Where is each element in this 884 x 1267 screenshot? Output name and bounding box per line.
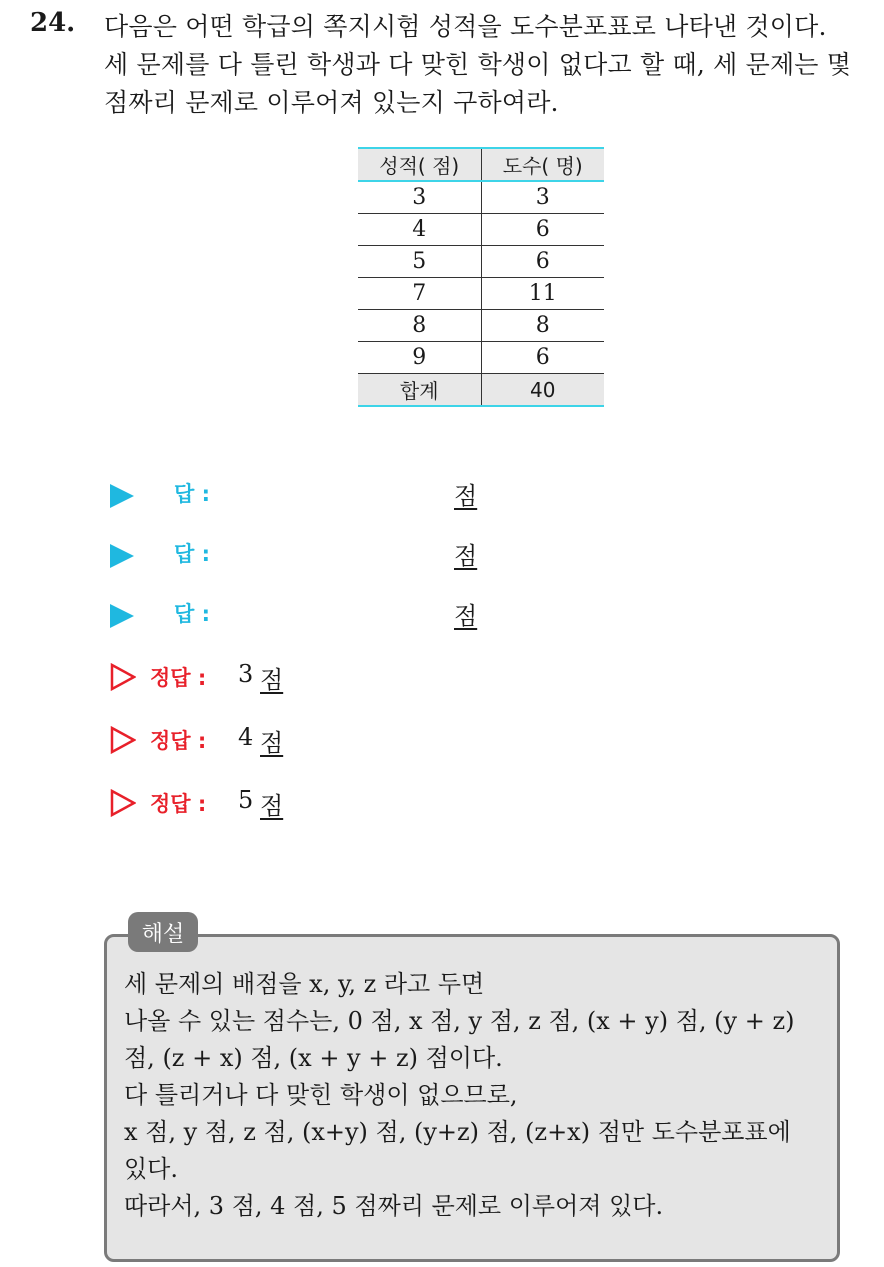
question-line: 세 문제를 다 틀린 학생과 다 맞힌 학생이 없다고 할 때, 세 문제는 몇 <box>104 50 852 79</box>
explanation-line: 세 문제의 배점을 x, y, z 라고 두면 <box>124 970 485 998</box>
explanation-line: 있다. <box>124 1155 178 1183</box>
explanation-line: x 점, y 점, z 점, (x+y) 점, (y+z) 점, (z+x) 점만 도수분포표에 <box>124 1118 791 1146</box>
header-score: 성적( 점) <box>358 148 481 181</box>
cell-score: 7 <box>358 278 481 310</box>
cell-frequency: 8 <box>481 310 604 342</box>
cell-score: 4 <box>358 214 481 246</box>
solution-value: 5 <box>238 786 254 814</box>
cell-score: 5 <box>358 246 481 278</box>
cell-frequency: 11 <box>481 278 604 310</box>
solution-value: 3 <box>238 660 254 688</box>
cell-frequency: 6 <box>481 246 604 278</box>
answer-label: 답 : <box>174 542 210 566</box>
solution-label: 정답 : <box>150 729 207 753</box>
frequency-table <box>358 147 604 407</box>
triangle-outline-icon <box>110 789 136 817</box>
cell-total-value: 40 <box>481 374 604 407</box>
cell-frequency: 6 <box>481 342 604 374</box>
question-number: 24. <box>30 8 76 38</box>
table-row <box>358 310 604 342</box>
solution-unit: 점 <box>260 666 284 694</box>
table-row <box>358 342 604 374</box>
solution-label: 정답 : <box>150 792 207 816</box>
question-text <box>104 8 874 122</box>
header-frequency: 도수( 명) <box>481 148 604 181</box>
explanation-tab: 해설 <box>128 912 198 952</box>
answer-unit: 점 <box>454 482 478 510</box>
answer-unit: 점 <box>454 542 478 570</box>
solution-value: 4 <box>238 723 254 751</box>
explanation-line: 다 틀리거나 다 맞힌 학생이 없으므로, <box>124 1081 518 1109</box>
answer-label: 답 : <box>174 482 210 506</box>
cell-score: 3 <box>358 181 481 214</box>
solution-label: 정답 : <box>150 666 207 690</box>
triangle-right-icon <box>110 544 134 568</box>
table-row <box>358 246 604 278</box>
table-total-row <box>358 374 604 407</box>
cell-frequency: 3 <box>481 181 604 214</box>
triangle-right-icon <box>110 484 134 508</box>
explanation-line: 점, (z + x) 점, (x + y + z) 점이다. <box>124 1044 503 1072</box>
explanation-line: 따라서, 3 점, 4 점, 5 점짜리 문제로 이루어져 있다. <box>124 1192 664 1220</box>
explanation-line: 나올 수 있는 점수는, 0 점, x 점, y 점, z 점, (x + y) 점, (y + z) <box>124 1007 795 1035</box>
question-line: 다음은 어떤 학급의 쪽지시험 성적을 도수분포표로 나타낸 것이다. <box>104 12 827 41</box>
table-row <box>358 214 604 246</box>
table-header-row <box>358 148 604 181</box>
triangle-outline-icon <box>110 726 136 754</box>
triangle-outline-icon <box>110 663 136 691</box>
table-row <box>358 181 604 214</box>
question-line: 점짜리 문제로 이루어져 있는지 구하여라. <box>104 88 559 117</box>
solution-unit: 점 <box>260 729 284 757</box>
answer-unit: 점 <box>454 602 478 630</box>
explanation-text <box>124 966 836 1225</box>
cell-total-label: 합계 <box>358 374 481 407</box>
triangle-right-icon <box>110 604 134 628</box>
cell-score: 9 <box>358 342 481 374</box>
answer-label: 답 : <box>174 602 210 626</box>
cell-score: 8 <box>358 310 481 342</box>
cell-frequency: 6 <box>481 214 604 246</box>
table-row <box>358 278 604 310</box>
solution-unit: 점 <box>260 792 284 820</box>
